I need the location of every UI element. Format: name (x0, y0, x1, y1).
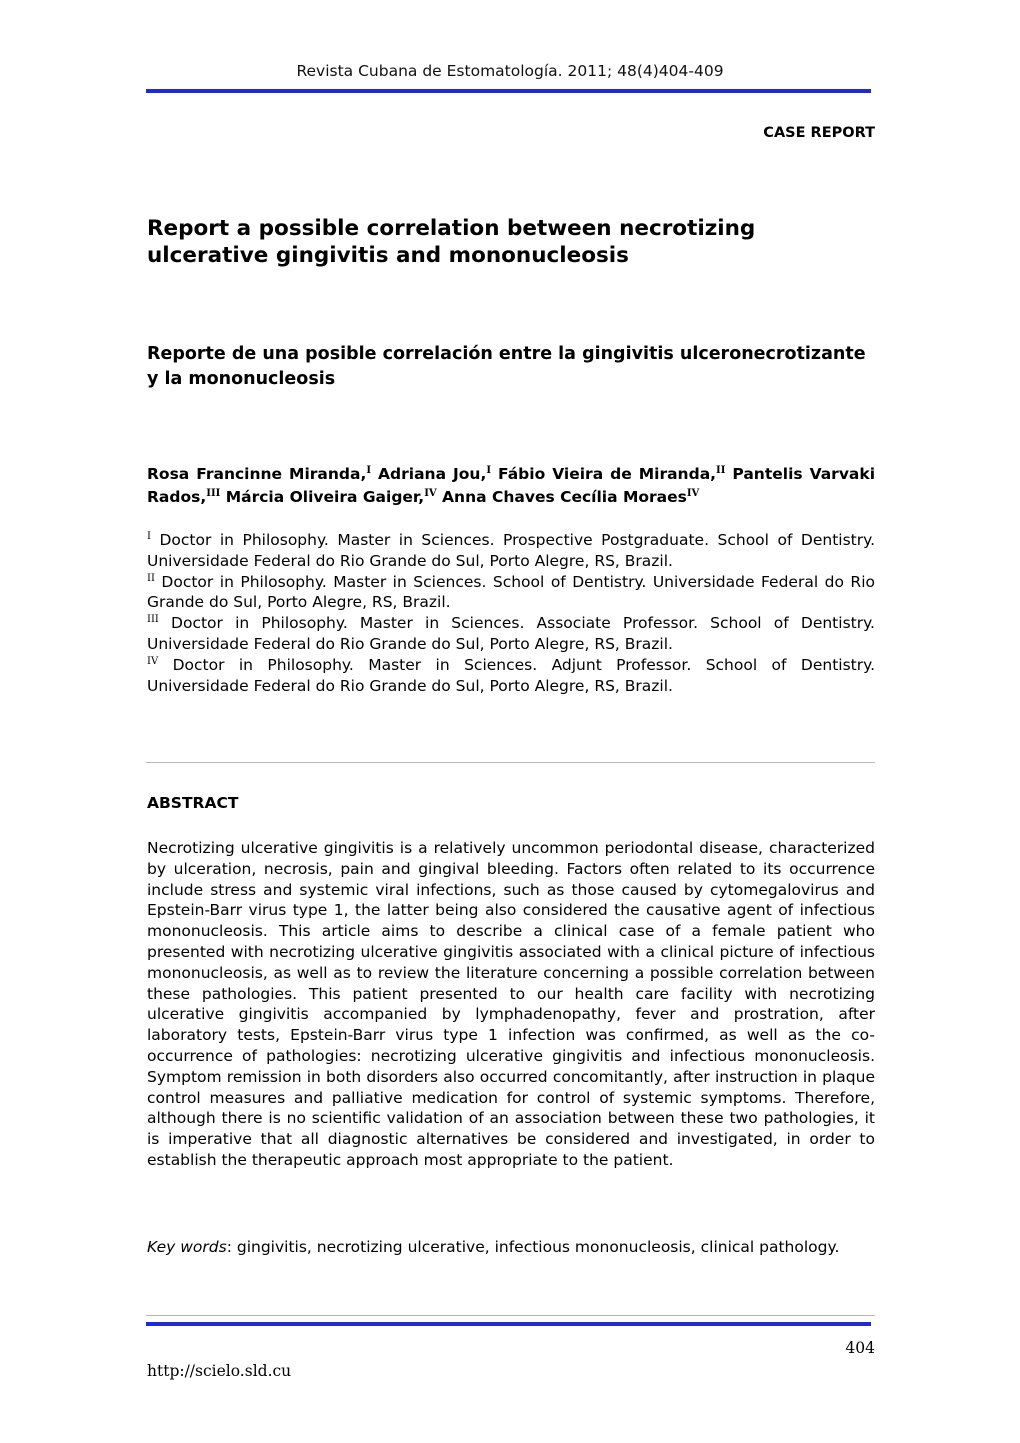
affiliation-mark: II (147, 572, 155, 584)
page-number: 404 (845, 1339, 875, 1357)
affiliation-text: Doctor in Philosophy. Master in Sciences. Adjunt Professor. School of Dentistry. Universidade Federal do Rio Grande do Sul, Porto Alegre, RS, Brazil. (147, 655, 875, 695)
author-name: Fábio Vieira de Miranda, (498, 465, 717, 483)
footer-rule (146, 1322, 871, 1326)
author-affil-mark: I (486, 464, 492, 476)
affiliation-text: Doctor in Philosophy. Master in Sciences. Prospective Postgraduate. School of Dentistry. Universidade Federal do Rio Grande do Sul, Porto Alegre, RS, Brazil. (147, 531, 875, 570)
header-rule (146, 89, 871, 93)
author-affil-mark: IV (424, 487, 437, 499)
footer-divider (146, 1315, 875, 1316)
author-list (147, 463, 875, 509)
author-name: Anna Chaves Cecília Moraes (442, 488, 687, 506)
abstract-heading: ABSTRACT (147, 794, 239, 812)
affiliation (147, 655, 875, 697)
footer-url[interactable]: http://scielo.sld.cu (147, 1362, 292, 1380)
affiliation (147, 613, 875, 655)
journal-citation: Revista Cubana de Estomatología. 2011; 48(4)404-409 (296, 62, 724, 80)
affiliation (147, 572, 875, 614)
affiliation-list (147, 530, 875, 696)
affiliation-mark: IV (147, 655, 159, 667)
author-affil-mark: II (716, 464, 726, 476)
keywords-text: : gingivitis, necrotizing ulcerative, infectious mononucleosis, clinical pathology. (226, 1238, 840, 1256)
author-name: Pantelis Varvaki Rados, (147, 465, 876, 506)
author-name: Rosa Francinne Miranda, (147, 465, 367, 483)
author-affil-mark: III (206, 487, 221, 499)
affiliation-mark: III (147, 614, 159, 626)
author-affil-mark: I (366, 464, 372, 476)
keywords-label: Key words (147, 1238, 227, 1256)
author-name: Márcia Oliveira Gaiger, (225, 488, 425, 506)
abstract-text: Necrotizing ulcerative gingivitis is a relatively uncommon periodontal disease, characterized by ulceration, necrosis, pain and gingival bleeding. Factors often related to its occurrence include stress and systemic viral infections, such as those caused by cytomegalovirus and Epstein-Barr virus type 1, the latter being also considered the causative agent of infectious mononucleosis. This article aims to describe a clinical case of a female patient who presented with necrotizing ulcerative gingivitis associated with a clinical picture of infectious mononucleosis, as well as to review the literature concerning a possible correlation between these pathologies. This patient presented to our health care facility with necrotizing ulcerative gingivitis accompanied by lymphadenopathy, fever and prostration, after laboratory tests, Epstein-Barr virus type 1 infection was confirmed, as well as the co-occurrence of pathologies: necrotizing ulcerative gingivitis and infectious mononucleosis. Symptom remission in both disorders also occurred concomitantly, after instruction in plaque control measures and palliative medication for control of systemic symptoms. Therefore, although there is no scientific validation of an association between these two pathologies, it is imperative that all diagnostic alternatives be considered and investigated, in order to establish the therapeutic approach most appropriate to the patient. (147, 839, 875, 1169)
author-affil-mark: IV (686, 487, 700, 499)
affiliation-mark: I (147, 530, 151, 542)
author-name: Adriana Jou, (378, 465, 487, 483)
affiliation-text: Doctor in Philosophy. Master in Sciences. School of Dentistry. Universidade Federal do Rio Grande do Sul, Porto Alegre, RS, Brazil. (147, 572, 875, 612)
section-label: CASE REPORT (763, 125, 875, 141)
section-divider (146, 762, 875, 763)
affiliation-text: Doctor in Philosophy. Master in Sciences. Associate Professor. School of Dentistry. Universidade Federal do Rio Grande do Sul, Porto Alegre, RS, Brazil. (147, 614, 875, 653)
affiliation (147, 530, 875, 572)
article-title: Report a possible correlation between necrotizing ulcerative gingivitis and mononucleosis (147, 216, 756, 268)
keywords (147, 1237, 875, 1258)
article-subtitle: Reporte de una posible correlación entre la gingivitis ulceronecrotizante y la mononucleosis (147, 344, 866, 389)
